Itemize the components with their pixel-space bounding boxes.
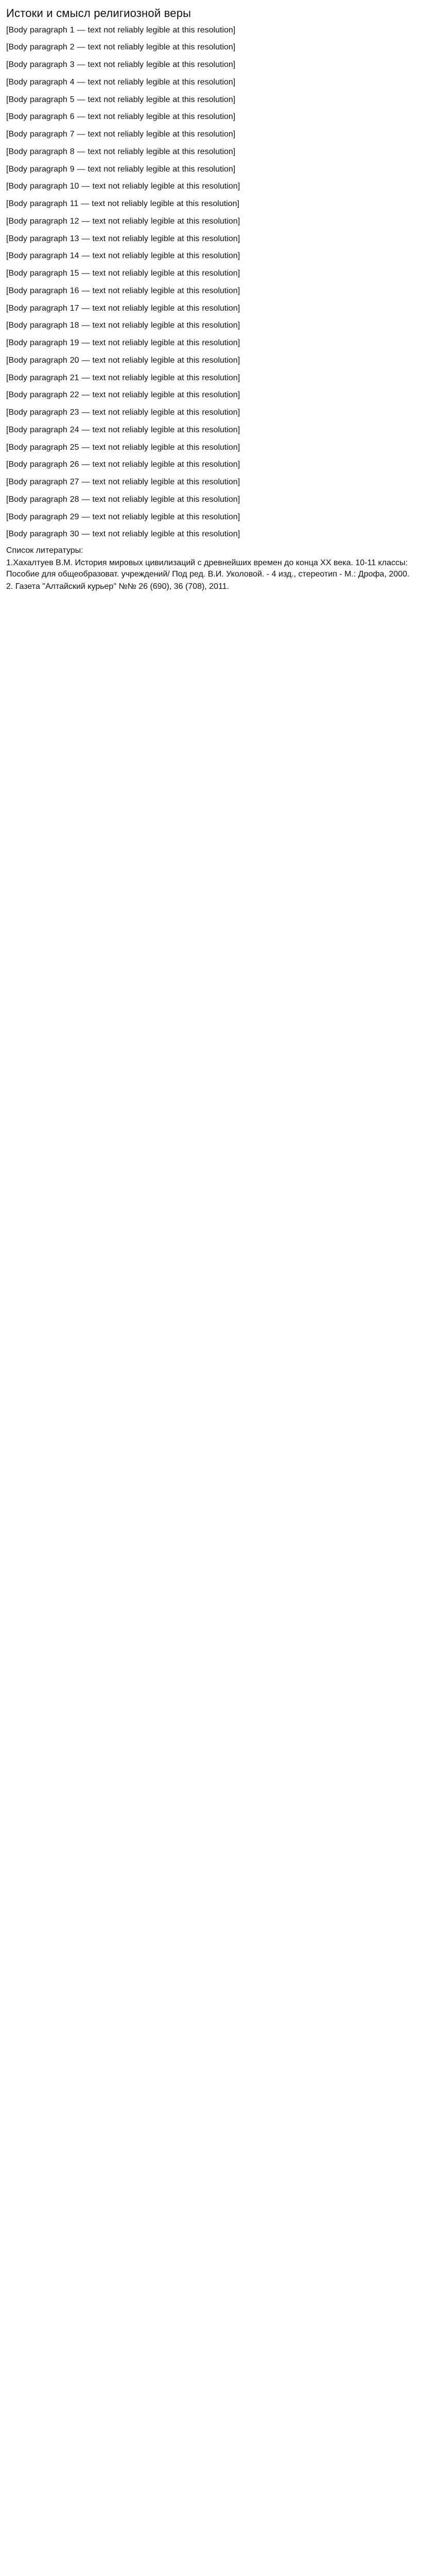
- source-item: 1.Хахалтуев В.М. История мировых цивилизаций с древнейших времен до конца XX века. 10-11 классы: Пособие для общеобразоват. учреждений/ Под ред. В.И. Уколовой. - 4 изд., стереотип - М.: Дрофа, 2000.: [6, 558, 410, 579]
- body-paragraph: [Body paragraph 17 — text not reliably legible at this resolution]: [6, 303, 240, 313]
- page-title: Истоки и смысл религиозной веры: [6, 7, 191, 20]
- body-paragraph: [Body paragraph 12 — text not reliably legible at this resolution]: [6, 216, 240, 226]
- body-paragraph: [Body paragraph 8 — text not reliably legible at this resolution]: [6, 147, 236, 156]
- sources-title: Список литературы:: [6, 546, 83, 555]
- body-paragraph: [Body paragraph 5 — text not reliably legible at this resolution]: [6, 95, 236, 104]
- body-paragraph: [Body paragraph 13 — text not reliably legible at this resolution]: [6, 234, 240, 243]
- body-paragraph: [Body paragraph 2 — text not reliably legible at this resolution]: [6, 43, 236, 52]
- body-paragraph: [Body paragraph 25 — text not reliably legible at this resolution]: [6, 443, 240, 452]
- body-paragraph: [Body paragraph 1 — text not reliably legible at this resolution]: [6, 25, 236, 35]
- body-paragraph: [Body paragraph 30 — text not reliably legible at this resolution]: [6, 530, 240, 539]
- body-paragraph: [Body paragraph 10 — text not reliably legible at this resolution]: [6, 182, 240, 191]
- body-paragraph: [Body paragraph 15 — text not reliably legible at this resolution]: [6, 269, 240, 278]
- document-page: [0, 0, 436, 607]
- body-paragraph: [Body paragraph 28 — text not reliably legible at this resolution]: [6, 495, 240, 504]
- body-paragraph: [Body paragraph 3 — text not reliably legible at this resolution]: [6, 60, 236, 69]
- body-paragraph: [Body paragraph 19 — text not reliably legible at this resolution]: [6, 338, 240, 347]
- body-paragraph: [Body paragraph 24 — text not reliably legible at this resolution]: [6, 425, 240, 434]
- body-paragraph: [Body paragraph 29 — text not reliably legible at this resolution]: [6, 512, 240, 521]
- source-item: 2. Газета "Алтайский курьер" №№ 26 (690), 36 (708), 2011.: [6, 582, 230, 591]
- sources-list: [6, 557, 430, 592]
- body-paragraph: [Body paragraph 20 — text not reliably legible at this resolution]: [6, 355, 240, 365]
- body-paragraph: [Body paragraph 14 — text not reliably legible at this resolution]: [6, 251, 240, 261]
- body-paragraph: [Body paragraph 11 — text not reliably legible at this resolution]: [6, 199, 239, 208]
- body-paragraph: [Body paragraph 18 — text not reliably legible at this resolution]: [6, 321, 240, 330]
- article-body: [6, 25, 430, 540]
- body-paragraph: [Body paragraph 27 — text not reliably legible at this resolution]: [6, 478, 240, 486]
- body-paragraph: [Body paragraph 9 — text not reliably legible at this resolution]: [6, 164, 236, 174]
- body-paragraph: [Body paragraph 6 — text not reliably legible at this resolution]: [6, 112, 236, 122]
- body-paragraph: [Body paragraph 23 — text not reliably legible at this resolution]: [6, 408, 240, 417]
- body-paragraph: [Body paragraph 26 — text not reliably legible at this resolution]: [6, 460, 240, 469]
- body-paragraph: [Body paragraph 22 — text not reliably legible at this resolution]: [6, 391, 240, 400]
- body-paragraph: [Body paragraph 16 — text not reliably legible at this resolution]: [6, 286, 240, 295]
- body-paragraph: [Body paragraph 7 — text not reliably legible at this resolution]: [6, 130, 236, 139]
- body-paragraph: [Body paragraph 21 — text not reliably legible at this resolution]: [6, 373, 240, 382]
- body-paragraph: [Body paragraph 4 — text not reliably legible at this resolution]: [6, 77, 236, 87]
